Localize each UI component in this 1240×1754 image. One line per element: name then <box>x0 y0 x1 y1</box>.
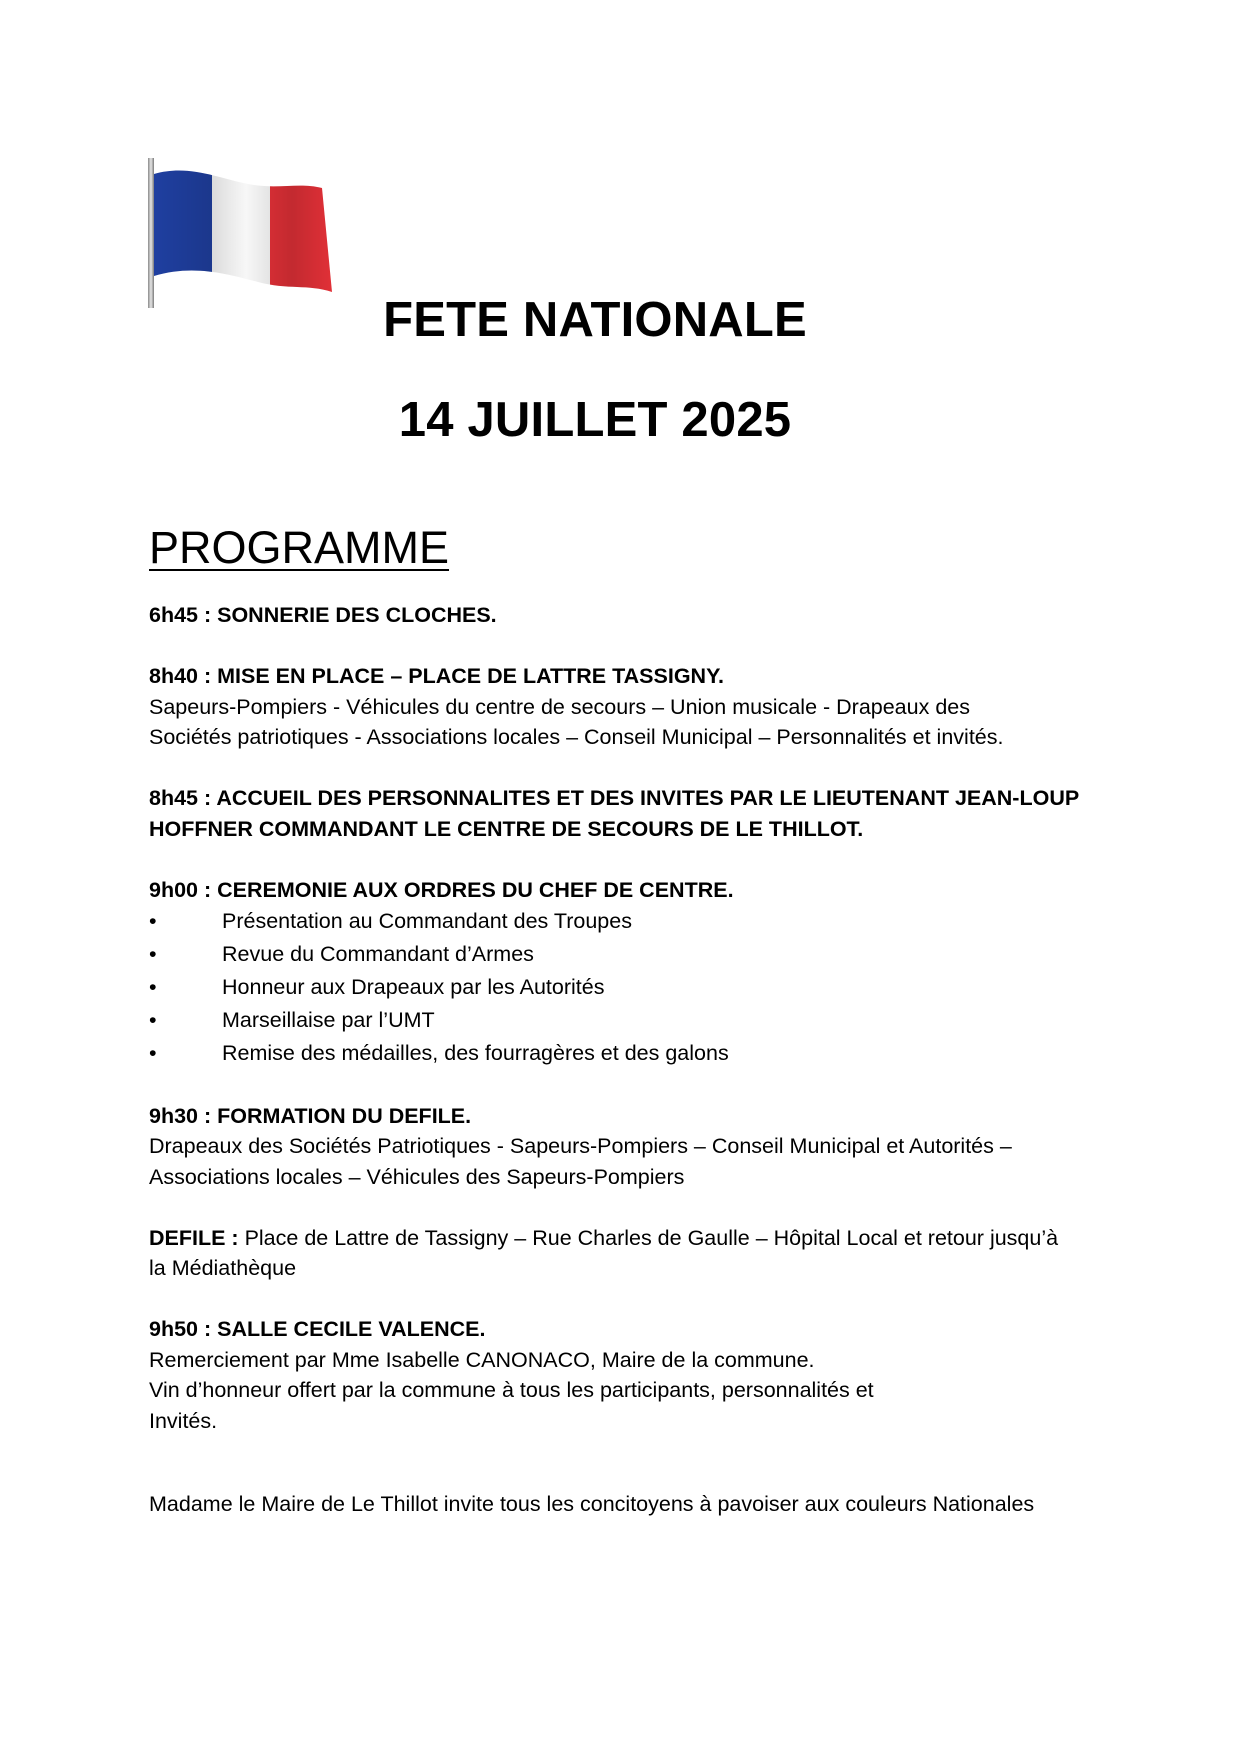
bullet-icon: • <box>149 1008 157 1032</box>
section-text: la Médiathèque <box>149 1256 297 1280</box>
list-item: • Honneur aux Drapeaux par les Autorités <box>149 971 1109 1004</box>
programme-content <box>149 600 1109 1467</box>
section-text: Sapeurs-Pompiers - Véhicules du centre de secours – Union musicale - Drapeaux des <box>149 694 970 719</box>
section-text: Vin d’honneur offert par la commune à tous les participants, personnalités et <box>149 1378 874 1402</box>
section-9h30 <box>149 1101 1109 1193</box>
list-item: • Remise des médailles, des fourragères et des galons <box>149 1037 1109 1070</box>
bullet-icon: • <box>149 942 157 966</box>
ceremony-list <box>149 905 1109 1070</box>
closing-note: Madame le Maire de Le Thillot invite tous les concitoyens à pavoiser aux couleurs Nationales <box>149 1492 1035 1516</box>
bullet-icon: • <box>149 975 157 999</box>
section-text: Associations locales – Véhicules des Sapeurs-Pompiers <box>149 1164 685 1189</box>
defile-label: DEFILE : <box>149 1225 239 1250</box>
section-heading: HOFFNER COMMANDANT LE CENTRE DE SECOURS DE LE THILLOT. <box>149 816 864 841</box>
section-text: Sociétés patriotiques - Associations locales – Conseil Municipal – Personnalités et invités. <box>149 725 1004 749</box>
section-defile <box>149 1223 1109 1284</box>
section-9h50 <box>149 1314 1109 1436</box>
section-text: Invités. <box>149 1408 218 1433</box>
section-9h00 <box>149 875 1109 1071</box>
section-heading: 9h50 : SALLE CECILE VALENCE. <box>149 1317 486 1341</box>
section-8h40 <box>149 661 1109 753</box>
section-heading: 9h30 : FORMATION DU DEFILE. <box>149 1103 472 1128</box>
section-6h45 <box>149 600 1109 631</box>
section-heading: 8h45 : ACCUEIL DES PERSONNALITES ET DES INVITES PAR LE LIEUTENANT JEAN-LOUP <box>149 786 1080 810</box>
section-heading: 6h45 : SONNERIE DES CLOCHES. <box>149 603 497 627</box>
list-item: • Marseillaise par l’UMT <box>149 1004 1109 1037</box>
section-text: Drapeaux des Sociétés Patriotiques - Sapeurs-Pompiers – Conseil Municipal et Autorités – <box>149 1134 1012 1158</box>
section-8h45 <box>149 783 1109 844</box>
bullet-icon: • <box>149 1041 157 1065</box>
list-item: • Revue du Commandant d’Armes <box>149 938 1109 971</box>
section-heading: 8h40 : MISE EN PLACE – PLACE DE LATTRE TASSIGNY. <box>149 664 725 688</box>
programme-heading: PROGRAMME <box>149 522 450 573</box>
page-title: FETE NATIONALE <box>383 293 807 347</box>
section-text: Remerciement par Mme Isabelle CANONACO, Maire de la commune. <box>149 1347 815 1372</box>
french-flag-icon <box>148 158 338 308</box>
list-item: • Présentation au Commandant des Troupes <box>149 905 1109 938</box>
page-subtitle-date: 14 JUILLET 2025 <box>398 393 792 447</box>
section-text: DEFILE : Place de Lattre de Tassigny – Rue Charles de Gaulle – Hôpital Local et retour jusqu’à <box>149 1225 1059 1250</box>
section-heading: 9h00 : CEREMONIE AUX ORDRES DU CHEF DE CENTRE. <box>149 877 734 902</box>
bullet-icon: • <box>149 909 157 933</box>
